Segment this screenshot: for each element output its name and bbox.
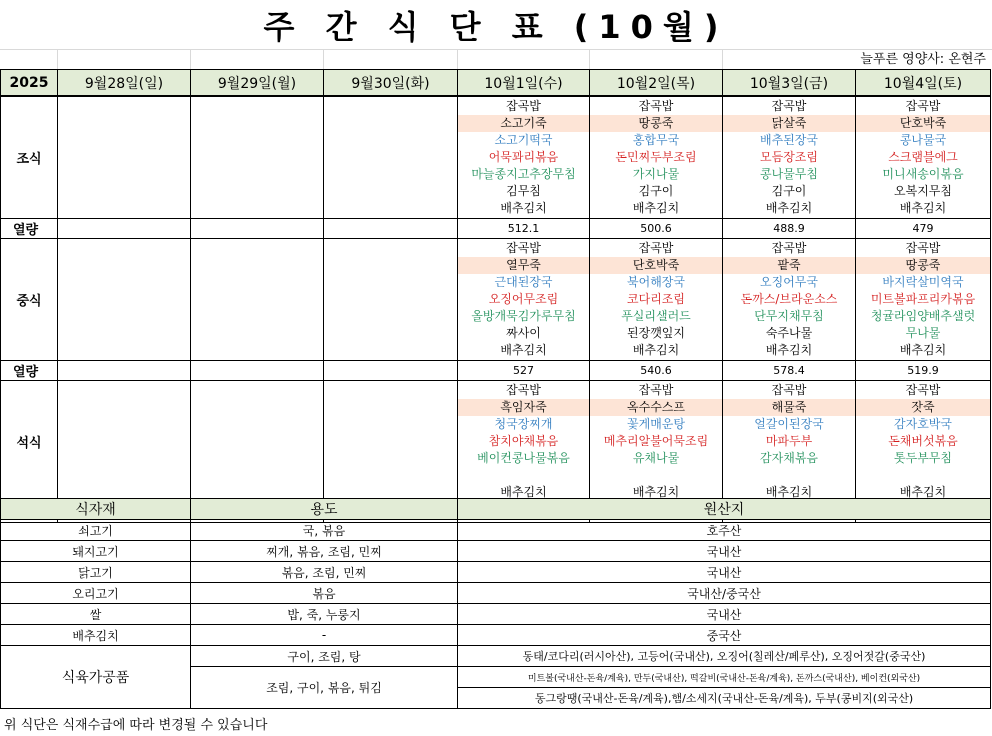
day-menu-cell <box>58 239 191 361</box>
dish-item: 오징어무국 <box>760 275 818 289</box>
day-menu-cell <box>590 239 723 361</box>
kcal-label: 열량 <box>1 219 58 239</box>
day-header: 10월1일(수) <box>458 70 590 97</box>
day-menu-cell <box>723 96 856 219</box>
use-cell: 조림, 구이, 볶음, 튀김 <box>191 667 458 709</box>
dish-item: 배추김치 <box>765 343 813 357</box>
weekly-menu-table <box>0 69 991 523</box>
kcal-value <box>58 361 191 381</box>
origin-cell: 국내산 <box>458 604 991 625</box>
day-header: 10월4일(토) <box>856 70 991 97</box>
dish-item: 콩나물국 <box>899 133 947 147</box>
dish-item: 미트볼파프리카볶음 <box>870 292 976 306</box>
dish-item: 유채나물 <box>632 451 680 465</box>
origin-cell: 국내산 <box>458 562 991 583</box>
ingredient-header: 식자재 <box>1 499 191 520</box>
dish-item: 땅콩죽 <box>590 115 722 132</box>
dish-item: 팥죽 <box>723 257 855 274</box>
dish-item: 잣죽 <box>856 399 990 416</box>
day-menu-cell <box>191 239 324 361</box>
day-menu-cell <box>856 239 991 361</box>
dish-item: 바지락살미역국 <box>882 275 964 289</box>
meal-label: 조식 <box>1 96 58 219</box>
meal-row <box>1 96 991 219</box>
day-menu-cell <box>324 381 458 503</box>
kcal-value: 479 <box>856 219 991 239</box>
kcal-row <box>1 219 991 239</box>
origin-row <box>1 562 991 583</box>
dish-item: 잡곡밥 <box>638 241 674 255</box>
dish-item: 코다리조림 <box>627 292 685 306</box>
origin-row <box>1 583 991 604</box>
dish-item: 배추김치 <box>500 343 547 357</box>
dish-item: 배추김치 <box>632 343 680 357</box>
day-menu-cell <box>324 96 458 219</box>
day-menu-cell <box>458 381 590 503</box>
kcal-value <box>324 361 458 381</box>
day-menu-cell <box>856 381 991 503</box>
dish-item <box>856 467 990 484</box>
dish-item: 근대된장국 <box>494 275 553 289</box>
origin-row <box>1 646 991 667</box>
dish-item: 배추김치 <box>899 201 947 215</box>
dietitian-label: 늘푸른 영양사: 온현주 <box>860 52 986 67</box>
dish-item: 김구이 <box>771 184 807 198</box>
dish-item: 짜사이 <box>506 326 541 340</box>
kcal-value: 512.1 <box>458 219 590 239</box>
dish-item: 가지나물 <box>632 167 680 181</box>
origin-cell: 중국산 <box>458 625 991 646</box>
dish-item: 배추김치 <box>765 485 813 499</box>
use-cell: 밥, 죽, 누룽지 <box>191 604 458 625</box>
ingredient-cell: 쇠고기 <box>1 520 191 541</box>
header-row <box>1 70 991 97</box>
day-menu-cell <box>458 239 590 361</box>
day-menu-cell <box>723 381 856 503</box>
use-cell: 볶음, 조림, 민찌 <box>191 562 458 583</box>
dish-item: 땅콩죽 <box>856 257 990 274</box>
dish-item: 소고기죽 <box>458 115 589 132</box>
dish-item: 어묵꽈리볶음 <box>488 150 559 164</box>
dish-item: 배추김치 <box>500 201 547 215</box>
meal-label: 석식 <box>1 381 58 503</box>
dish-item <box>458 467 589 484</box>
dish-item: 해물죽 <box>723 399 855 416</box>
day-menu-cell <box>856 96 991 219</box>
dish-item: 배추김치 <box>632 201 680 215</box>
year-header: 2025 <box>1 70 58 97</box>
day-header: 9월28일(일) <box>58 70 191 97</box>
ingredient-cell: 쌀 <box>1 604 191 625</box>
dish-item: 올방개묵김가루무침 <box>471 309 576 323</box>
dish-item: 김구이 <box>638 184 674 198</box>
dish-item <box>723 467 855 484</box>
dish-item: 꽃게매운탕 <box>627 417 685 431</box>
dish-item: 잡곡밥 <box>905 99 941 113</box>
origin-table <box>0 498 991 709</box>
day-menu-cell <box>590 381 723 503</box>
ingredient-cell: 닭고기 <box>1 562 191 583</box>
dish-item: 옥수수스프 <box>590 399 722 416</box>
dish-item: 콩나물무침 <box>760 167 818 181</box>
dish-item: 잡곡밥 <box>771 241 807 255</box>
origin-cell: 국내산/중국산 <box>458 583 991 604</box>
day-menu-cell <box>723 239 856 361</box>
dish-item: 스크램블에그 <box>888 150 958 164</box>
meal-label: 중식 <box>1 239 58 361</box>
use-cell: 국, 볶음 <box>191 520 458 541</box>
kcal-value <box>191 219 324 239</box>
dish-item: 메추리알불어묵조림 <box>603 434 709 448</box>
dish-item: 숙주나물 <box>765 326 813 340</box>
kcal-value <box>324 219 458 239</box>
dish-item: 소고기떡국 <box>494 133 553 147</box>
day-header: 10월3일(금) <box>723 70 856 97</box>
origin-header-row <box>1 499 991 520</box>
day-header: 9월30일(화) <box>324 70 458 97</box>
kcal-label: 열량 <box>1 361 58 381</box>
origin-row <box>1 520 991 541</box>
day-header: 9월29일(월) <box>191 70 324 97</box>
day-menu-cell <box>58 96 191 219</box>
day-menu-cell <box>191 381 324 503</box>
kcal-value: 488.9 <box>723 219 856 239</box>
dish-item: 오징어무조림 <box>488 292 559 306</box>
origin-row <box>1 604 991 625</box>
dish-item: 잡곡밥 <box>506 383 541 397</box>
dish-item: 홍합무국 <box>632 133 680 147</box>
use-header: 용도 <box>191 499 458 520</box>
dish-item: 마파두부 <box>765 434 813 448</box>
dish-item: 미니새송이볶음 <box>882 167 964 181</box>
ingredient-cell: 식육가공품 <box>1 646 191 709</box>
use-cell: 볶음 <box>191 583 458 604</box>
day-menu-cell <box>58 381 191 503</box>
kcal-value: 527 <box>458 361 590 381</box>
origin-row <box>1 625 991 646</box>
origin-row <box>1 541 991 562</box>
origin-cell: 국내산 <box>458 541 991 562</box>
dish-item: 감자호박국 <box>894 417 952 431</box>
kcal-row <box>1 361 991 381</box>
dish-item: 잡곡밥 <box>638 383 674 397</box>
dish-item: 잡곡밥 <box>506 99 541 113</box>
day-menu-cell <box>590 96 723 219</box>
day-menu-cell <box>458 96 590 219</box>
day-menu-cell <box>191 96 324 219</box>
dish-item: 모듬장조림 <box>760 150 818 164</box>
origin-cell: 호주산 <box>458 520 991 541</box>
meal-row <box>1 239 991 361</box>
dish-item: 잡곡밥 <box>771 383 807 397</box>
footer-note: 위 식단은 식재수급에 따라 변경될 수 있습니다 <box>4 718 268 733</box>
dish-item: 청국장찌개 <box>494 417 553 431</box>
page-title: 주 간 식 단 표 (10월) <box>263 8 729 46</box>
ingredient-cell: 돼지고기 <box>1 541 191 562</box>
dish-item: 잡곡밥 <box>771 99 807 113</box>
dish-item: 참치야채볶음 <box>488 434 559 448</box>
kcal-value: 519.9 <box>856 361 991 381</box>
dish-item: 청귤라임양배추샐럿 <box>870 309 976 323</box>
origin-cell: 미트볼(국내산-돈육/계육), 만두(국내산), 떡갈비(국내산-돈육/계육), 돈까스(국내산), 베이컨(외국산) <box>458 667 991 688</box>
meal-row <box>1 381 991 503</box>
dish-item: 배추김치 <box>899 343 947 357</box>
dish-item: 마늘종지고추장무침 <box>471 167 576 181</box>
dish-item: 톳두부무침 <box>894 451 952 465</box>
dish-item: 잡곡밥 <box>905 383 941 397</box>
dish-item: 잡곡밥 <box>638 99 674 113</box>
dish-item: 김무침 <box>506 184 541 198</box>
dish-item: 돈까스/브라운소스 <box>740 292 838 306</box>
kcal-value: 578.4 <box>723 361 856 381</box>
ingredient-cell: 배추김치 <box>1 625 191 646</box>
day-menu-cell <box>324 239 458 361</box>
dish-item: 배추김치 <box>899 485 947 499</box>
origin-cell: 동태/코다리(러시아산), 고등어(국내산), 오징어(칠레산/페루산), 오징어젓갈(중국산) <box>458 646 991 667</box>
dish-item: 무나물 <box>905 326 941 340</box>
dish-item: 배추김치 <box>765 201 813 215</box>
dish-item: 배추된장국 <box>760 133 818 147</box>
dish-item: 단호박죽 <box>590 257 722 274</box>
use-cell: - <box>191 625 458 646</box>
use-cell: 찌개, 볶음, 조림, 민찌 <box>191 541 458 562</box>
origin-header: 원산지 <box>458 499 991 520</box>
ingredient-cell: 오리고기 <box>1 583 191 604</box>
use-cell: 구이, 조림, 탕 <box>191 646 458 667</box>
kcal-value <box>58 219 191 239</box>
dish-item: 된장깻잎지 <box>627 326 685 340</box>
dish-item: 열무죽 <box>458 257 589 274</box>
dish-item: 돈채버섯볶음 <box>888 434 958 448</box>
dish-item <box>590 467 722 484</box>
dish-item: 북어해장국 <box>627 275 685 289</box>
dish-item: 감자채볶음 <box>760 451 818 465</box>
dish-item: 베이컨콩나물볶음 <box>477 451 570 465</box>
dish-item: 닭살죽 <box>723 115 855 132</box>
dish-item: 흑임자죽 <box>458 399 589 416</box>
dish-item: 돈민찌두부조림 <box>615 150 697 164</box>
dish-item: 얼갈이된장국 <box>754 417 824 431</box>
dish-item: 단무지채무침 <box>754 309 824 323</box>
day-header: 10월2일(목) <box>590 70 723 97</box>
kcal-value <box>191 361 324 381</box>
dish-item: 잡곡밥 <box>905 241 941 255</box>
dish-item: 잡곡밥 <box>506 241 541 255</box>
kcal-value: 500.6 <box>590 219 723 239</box>
origin-cell: 동그랑땡(국내산-돈육/계육),햄/소세지(국내산-돈육/계육), 두부(콩비지(외국산) <box>458 688 991 709</box>
dish-item: 배추김치 <box>632 485 680 499</box>
dish-item: 단호박죽 <box>856 115 990 132</box>
dish-item: 오복지무침 <box>894 184 952 198</box>
dish-item: 배추김치 <box>500 485 547 499</box>
kcal-value: 540.6 <box>590 361 723 381</box>
dish-item: 푸실리샐러드 <box>621 309 691 323</box>
